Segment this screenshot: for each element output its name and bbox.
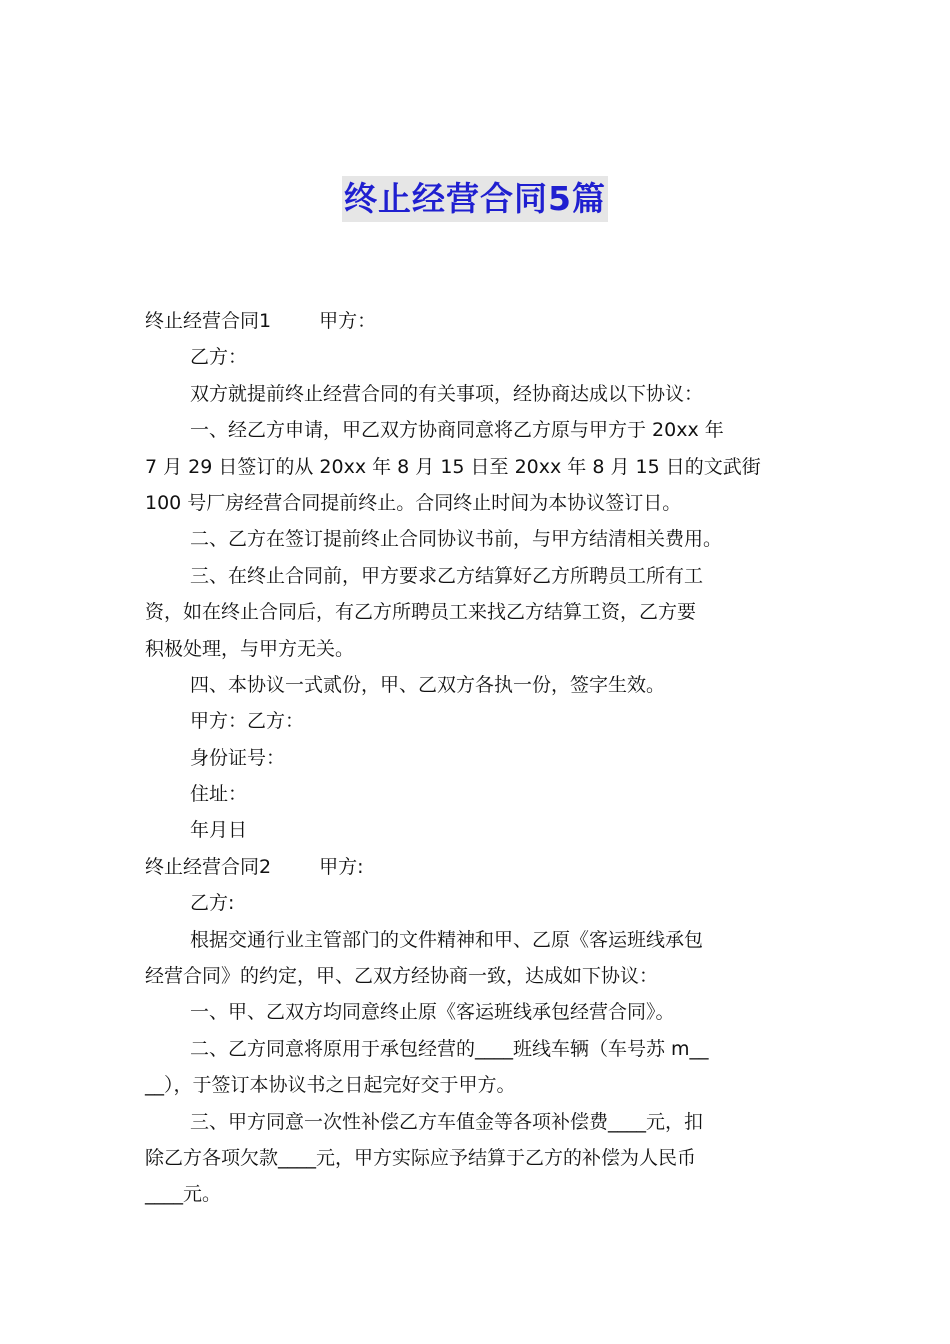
document-title: 终止经营合同5篇: [342, 176, 608, 222]
contract1-address: 住址：: [190, 783, 248, 806]
contract2-heading: 终止经营合同2: [145, 855, 272, 878]
contract1-id-number: 身份证号：: [190, 746, 286, 769]
contract1-clause2: 二、乙方在签订提前终止合同协议书前，与甲方结清相关费用。: [190, 528, 723, 551]
contract1-party-a: 甲方：: [319, 310, 377, 332]
contract2-clause3-line1: 三、甲方同意一次性补偿乙方车值金等各项补偿费____元，扣: [190, 1110, 704, 1133]
contract1-heading-line: [145, 303, 813, 339]
contract2-clause2-line1: 二、乙方同意将原用于承包经营的____班线车辆（车号苏 m__: [190, 1037, 709, 1060]
contract2-intro-line1: 根据交通行业主管部门的文件精神和甲、乙原《客运班线承包: [190, 928, 704, 951]
contract2-clause3-line2: 除乙方各项欠款____元，甲方实际应予结算于乙方的补偿为人民币: [145, 1146, 697, 1169]
contract2-party-b: 乙方:: [190, 892, 235, 915]
contract2-party-a: 甲方:: [319, 855, 364, 878]
contract1-heading: 终止经营合同1: [145, 310, 272, 332]
title-container: [0, 176, 950, 222]
contract1-date: 年月日: [190, 819, 248, 842]
contract1-intro: 双方就提前终止经营合同的有关事项，经协商达成以下协议：: [190, 382, 704, 405]
contract1-clause3-line1: 三、在终止合同前，甲方要求乙方结算好乙方所聘员工所有工: [190, 564, 704, 587]
contract1-party-b: 乙方：: [190, 346, 248, 369]
contract2-clause3-line3: ____元。: [145, 1183, 222, 1206]
contract2-heading-line: [145, 849, 813, 885]
contract1-clause3-line2: 资，如在终止合同后，有乙方所聘员工来找乙方结算工资，乙方要: [145, 601, 697, 624]
document-body: [145, 303, 813, 1213]
contract2-clause1: 一、甲、乙双方均同意终止原《客运班线承包经营合同》。: [190, 1001, 675, 1024]
contract1-clause4: 四、本协议一式贰份，甲、乙双方各执一份，签字生效。: [190, 673, 666, 696]
contract1-sign-parties: 甲方：乙方：: [190, 710, 305, 733]
contract2-intro-line2: 经营合同》的约定，甲、乙双方经协商一致，达成如下协议：: [145, 965, 659, 988]
contract2-clause2-line2: __），于签订本协议书之日起完好交于甲方。: [145, 1074, 516, 1097]
contract1-clause1-line1: 一、经乙方申请，甲乙双方协商同意将乙方原与甲方于 20xx 年: [190, 419, 724, 442]
contract1-clause1-line2: 7 月 29 日签订的从 20xx 年 8 月 15 日至 20xx 年 8 月 15 日的文武街: [145, 455, 761, 478]
contract1-clause3-line3: 积极处理，与甲方无关。: [145, 637, 355, 660]
contract1-clause1-line3: 100 号厂房经营合同提前终止。合同终止时间为本协议签订日。: [145, 491, 682, 514]
